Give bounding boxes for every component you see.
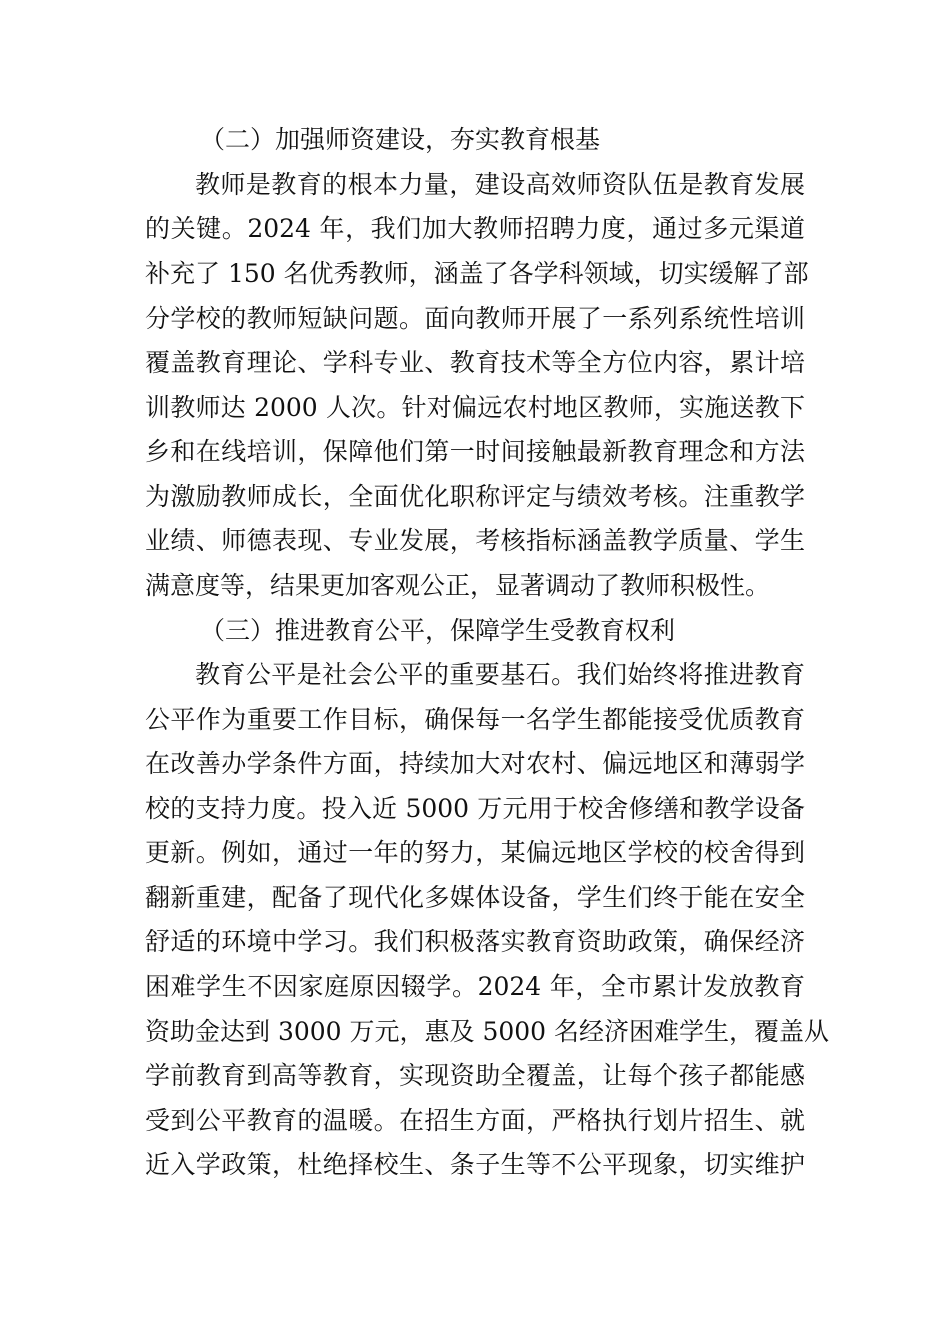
paragraph-line: 在改善办学条件方面，持续加大对农村、偏远地区和薄弱学 [145, 749, 805, 778]
paragraph-line: 为激励教师成长，全面优化职称评定与绩效考核。注重教学 [145, 482, 805, 511]
paragraph-line: 翻新重建，配备了现代化多媒体设备，学生们终于能在安全 [145, 883, 805, 912]
paragraph-line: 业绩、师德表现、专业发展，考核指标涵盖教学质量、学生 [145, 526, 805, 555]
paragraph-line: 的关键。2024 年，我们加大教师招聘力度，通过多元渠道 [145, 214, 805, 243]
paragraph-line: 公平作为重要工作目标，确保每一名学生都能接受优质教育 [145, 705, 805, 734]
paragraph-line: 困难学生不因家庭原因辍学。2024 年，全市累计发放教育 [145, 972, 805, 1001]
paragraph-line: 覆盖教育理论、学科专业、教育技术等全方位内容，累计培 [145, 348, 805, 377]
paragraph-line: 教师是教育的根本力量，建设高效师资队伍是教育发展 [195, 170, 805, 199]
paragraph-line: 资助金达到 3000 万元，惠及 5000 名经济困难学生，覆盖从 [145, 1017, 830, 1046]
paragraph-line: 满意度等，结果更加客观公正，显著调动了教师积极性。 [145, 571, 771, 600]
section-heading-equity: （三）推进教育公平，保障学生受教育权利 [200, 616, 676, 645]
paragraph-line: 学前教育到高等教育，实现资助全覆盖，让每个孩子都能感 [145, 1061, 805, 1090]
paragraph-line: 受到公平教育的温暖。在招生方面，严格执行划片招生、就 [145, 1106, 805, 1135]
paragraph-line: 近入学政策，杜绝择校生、条子生等不公平现象，切实维护 [145, 1150, 805, 1179]
paragraph-line: 分学校的教师短缺问题。面向教师开展了一系列系统性培训 [145, 304, 805, 333]
paragraph-line: 训教师达 2000 人次。针对偏远农村地区教师，实施送教下 [145, 393, 805, 422]
paragraph-line: 舒适的环境中学习。我们积极落实教育资助政策，确保经济 [145, 927, 805, 956]
paragraph-line: 补充了 150 名优秀教师，涵盖了各学科领域，切实缓解了部 [145, 259, 809, 288]
paragraph-line: 乡和在线培训，保障他们第一时间接触最新教育理念和方法 [145, 437, 805, 466]
paragraph-line: 教育公平是社会公平的重要基石。我们始终将推进教育 [195, 660, 805, 689]
paragraph-line: 校的支持力度。投入近 5000 万元用于校舍修缮和教学设备 [145, 794, 805, 823]
section-heading-teachers: （二）加强师资建设，夯实教育根基 [200, 125, 601, 154]
paragraph-line: 更新。例如，通过一年的努力，某偏远地区学校的校舍得到 [145, 838, 805, 867]
